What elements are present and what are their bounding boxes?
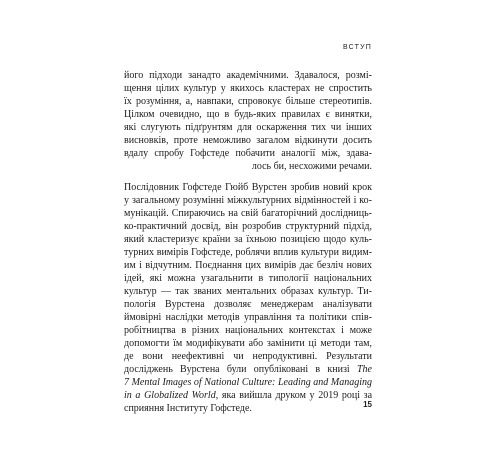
text-line: допомогти їм модифікувати або замінити ці методи там, — [124, 338, 372, 349]
running-head: ВСТУП — [342, 44, 372, 51]
page-number: 15 — [363, 400, 372, 409]
text-line: ймовірні наслідки методів управління та політики спів- — [124, 312, 372, 323]
text-line: їх розуміння, а, навпаки, спровокує більше стереотипів. — [124, 96, 372, 107]
text-line: им і відчутним. Поєднання цих вимірів дає безліч нових — [124, 260, 372, 271]
text-line: які слугують підґрунтям для оскарження тих чи інших — [124, 122, 372, 133]
text-line: 7 Mental Images of National Culture: Leading and Managing — [124, 377, 372, 388]
text-line: ідей, які можна узагальнити в типології національних — [124, 273, 372, 284]
text-line: пологія Вурстена дозволяє менеджерам аналізувати — [124, 299, 372, 310]
text-line: Цілком очевидно, що в будь-яких правилах є винятки, — [124, 109, 372, 120]
text-line: робітництва в різних національних контекстах і може — [124, 325, 372, 336]
text-line: культур — так званих ментальних образах культур. Ти- — [124, 286, 372, 297]
text-line: який кластеризує країни за їхньою позицією щодо куль- — [124, 234, 372, 245]
text-line: вдалу спробу Гофстеде побачити аналогії між, здава- — [124, 148, 372, 159]
text-line: сприяння Інституту Гофстеде. — [124, 403, 252, 414]
text-line: висновків, проте неможливо загалом відкинути досить — [124, 135, 372, 146]
text-line: лось би, несхожими речами. — [251, 161, 372, 172]
text-line: турних вимірів Гофстеде, роблячи вплив культури видим- — [124, 247, 372, 258]
text-line: ко-практичний досвід, він розробив структурний підхід, — [124, 221, 372, 232]
paragraph-1 — [124, 69, 372, 173]
text-line: де вони неефективні чи непродуктивні. Результати — [124, 351, 372, 362]
text-line: досліджень Вурстена були опубліковані в книзі The — [124, 364, 372, 375]
text-line: in a Globalized World, яка вийшла друком у 2019 році за — [124, 390, 372, 401]
text-line: мунікацій. Спираючись на свій багаторічний дослідниць- — [124, 208, 372, 219]
text-line: щення цілих культур у якихось кластерах не спростить — [124, 83, 372, 94]
paragraph-2 — [124, 181, 372, 415]
text-line: його підходи занадто академічними. Здавалося, розмі- — [124, 70, 372, 81]
text-line: у загальному розумінні міжкультурних відмінностей і ко- — [124, 195, 372, 206]
text-line: Послідовник Гофстеде Гюйб Вурстен зробив новий крок — [124, 182, 372, 193]
